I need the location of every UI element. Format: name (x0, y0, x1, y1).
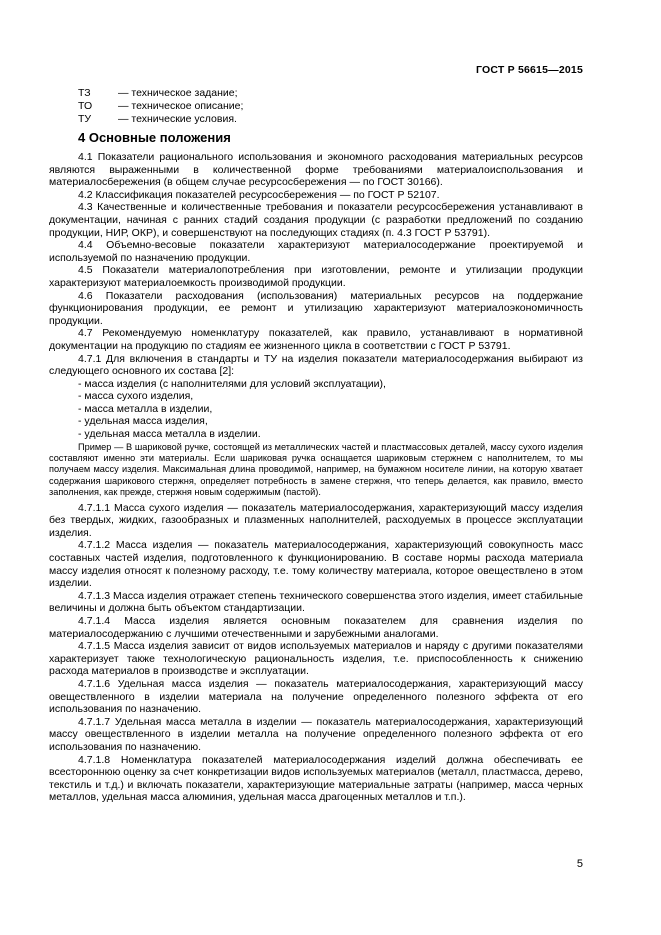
paragraph-4-7-1: 4.7.1 Для включения в стандарты и ТУ на изделия показатели материалосодержания выбирают из следующего основного их состава [2]: (49, 352, 583, 378)
paragraph-4-6: 4.6 Показатели расходования (использования) материальных ресурсов на поддержание функционирования продукции, ее ремонт и утилизацию характеризуют материалоэкономичность продукции. (49, 289, 583, 327)
paragraph-4-7-1-8: 4.7.1.8 Номенклатура показателей материалосодержания изделий должна обеспечивать ее всестороннюю оценку за счет конкретизации видов используемых материалов (металл, пластмасса, дерево, текстиль и т.д.) и включать показатели, характеризующие материальные затраты (например, масса черных металлов, удельная масса алюминия, удельная масса драгоценных металлов и т.п.). (49, 753, 583, 804)
example-note: Пример — В шариковой ручке, состоящей из металлических частей и пластмассовых деталей, массу сухого изделия составляют именно эти материалы. Если шариковая ручка оснащается шариковым стержнем с наполнителем, то мы получаем массу изделия. Максимальная длина проводимой, например, на бумажном носителе линии, на которую хватает содержания шарикового стержня, определяет потребность в замене стержня, что теперь делается, как правило, вместо заполнения, как прежде, стержня новым содержимым (пастой). (49, 441, 583, 498)
list-item: - масса металла в изделии, (78, 402, 213, 415)
paragraph-4-3: 4.3 Качественные и количественные требования и показатели ресурсосбережения устанавливают в документации, начиная с ранних стадий создания продукции (с разработки предложений по созданию продукции, НИР, ОКР), и совершенствуют на последующих стадиях (п. 4.3 ГОСТ Р 53791). (49, 201, 583, 239)
paragraph-4-2: 4.2 Классификация показателей ресурсосбережения — по ГОСТ Р 52107. (78, 188, 440, 201)
standard-header: ГОСТ Р 56615—2015 (475, 64, 583, 76)
paragraph-4-7-1-3: 4.7.1.3 Масса изделия отражает степень технического совершенства этого изделия, имеет стабильные величины и должна быть объектом стандартизации. (49, 589, 583, 615)
paragraph-4-7-1-5: 4.7.1.5 Масса изделия зависит от видов используемых материалов и наряду с другими показателями характеризует также технологическую рациональность изделия, т.е. приспособленность к снижению расхода материалов в производстве и эксплуатации. (49, 640, 583, 678)
paragraph-4-7-1-2: 4.7.1.2 Масса изделия — показатель материалосодержания, характеризующий совокупность масс составных частей изделия, подготовленного к функционированию. В составе нормы расхода материала массу изделия относят к полезному расходу, т.е. тому количеству материала, которое овеществлено в этом изделии. (49, 539, 583, 590)
abbreviation-desc: — технические условия. (118, 113, 237, 125)
paragraph-4-5: 4.5 Показатели материалопотребления при изготовлении, ремонте и утилизации продукции характеризуют материалоемкость производимой продукции. (49, 264, 583, 289)
paragraph-4-7-1-4: 4.7.1.4 Масса изделия является основным показателем для сравнения изделия по материалосодержанию с лучшими отечественными и зарубежными аналогами. (49, 615, 583, 640)
paragraph-4-7: 4.7 Рекомендуемую номенклатуру показателей, как правило, устанавливают в нормативной документации на продукцию по стадиям ее жизненного цикла в соответствии с ГОСТ Р 53791. (49, 327, 583, 352)
list-item: - масса изделия (с наполнителями для условий эксплуатации), (78, 377, 386, 390)
abbreviation-code: ТО (78, 100, 93, 112)
abbreviation-code: ТЗ (78, 87, 91, 99)
list-item: - удельная масса изделия, (78, 415, 208, 428)
abbreviation-code: ТУ (78, 113, 92, 125)
list-item: - масса сухого изделия, (78, 390, 194, 403)
abbreviation-desc: — техническое описание; (118, 100, 244, 112)
list-item: - удельная масса металла в изделии. (78, 428, 261, 441)
paragraph-4-7-1-7: 4.7.1.7 Удельная масса металла в изделии — показатель материалосодержания, характеризующий массу овеществленного в изделии металла на получение определенного полезного эффекта от его использования по назначению. (49, 715, 583, 753)
section-title: 4 Основные положения (78, 130, 231, 145)
abbreviation-desc: — техническое задание; (118, 87, 238, 99)
paragraph-4-7-1-1: 4.7.1.1 Масса сухого изделия — показатель материалосодержания, характеризующий массу изделия без твердых, жидких, газообразных и плазменных наполнителей, расходуемых в процессе эксплуатации изделия. (49, 501, 583, 539)
page-number: 5 (576, 858, 583, 870)
paragraph-4-4: 4.4 Объемно-весовые показатели характеризуют материалосодержание проектируемой и используемой по назначению продукции. (49, 239, 583, 264)
paragraph-4-7-1-6: 4.7.1.6 Удельная масса изделия — показатель материалосодержания, характеризующий массу овеществленного в изделии материала на получение определенного полезного эффекта от его использования по назначению. (49, 678, 583, 716)
paragraph-4-1: 4.1 Показатели рационального использования и экономного расходования материальных ресурсов являются выраженными в количественной форме требованиями материалоиспользования и материалосбережения (в общем случае ресурсосбережения — по ГОСТ 30166). (49, 151, 583, 189)
document-body (49, 151, 583, 804)
